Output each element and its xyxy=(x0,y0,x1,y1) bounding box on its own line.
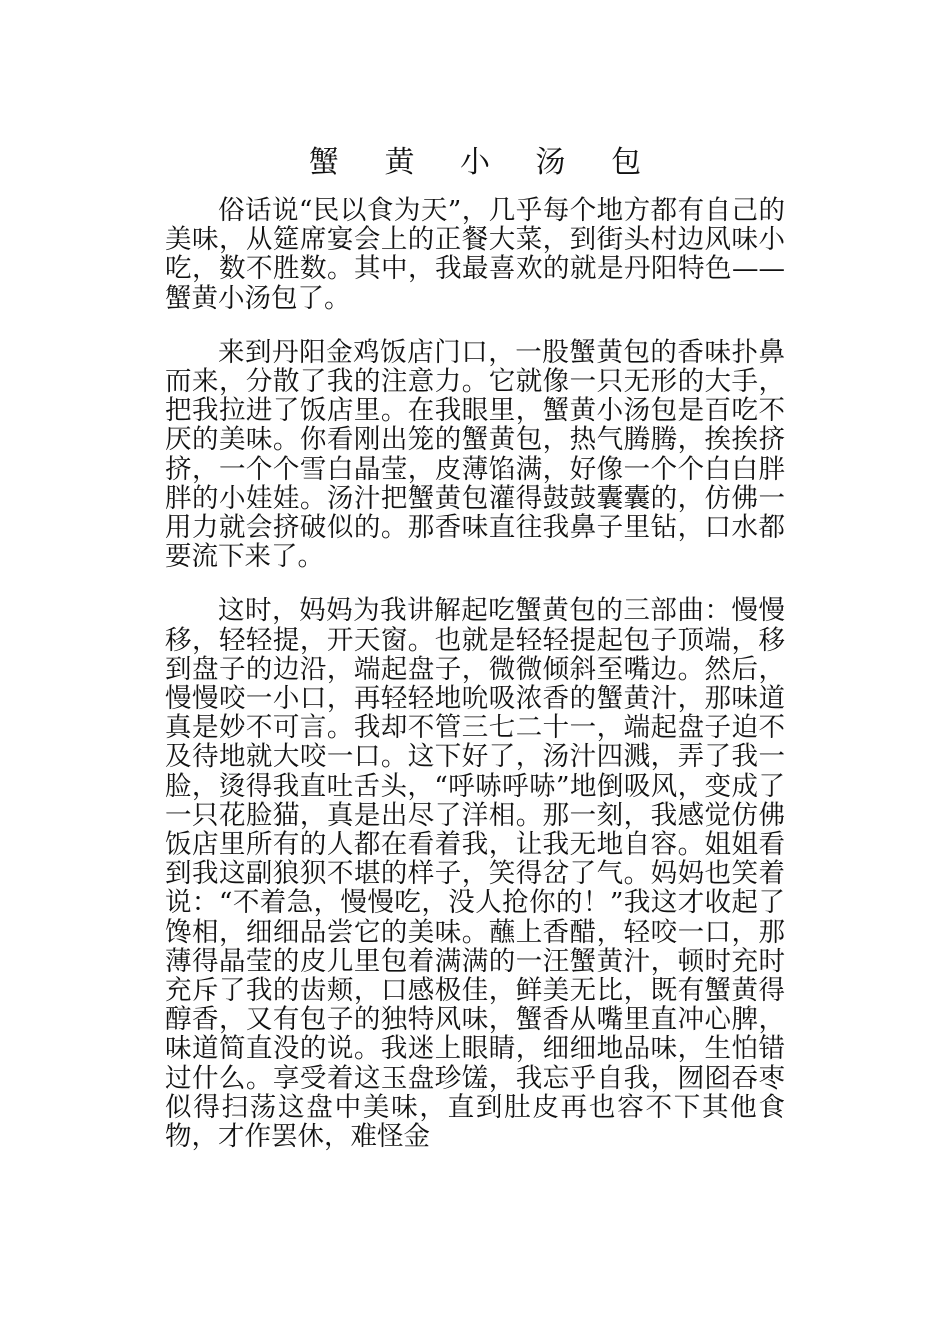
paragraph-3: 这时，妈妈为我讲解起吃蟹黄包的三部曲：慢慢移，轻轻提，开天窗。也就是轻轻提起包子顶端，移到盘子的边沿，端起盘子，微微倾斜至嘴边。然后，慢慢咬一小口，再轻轻地吮吸浓香的蟹黄汁，那味道真是妙不可言。我却不管三七二十一，端起盘子迫不及待地就大咬一口。这下好了，汤汁四溅，弄了我一脸，烫得我直吐舌头，“呼哧呼哧”地倒吸风，变成了一只花脸猫，真是出尽了洋相。那一刻，我感觉仿佛饭店里所有的人都在看着我，让我无地自容。姐姐看到我这副狼狈不堪的样子，笑得岔了气。妈妈也笑着说：“不着急，慢慢吃，没人抢你的！”我这才收起了馋相，细细品尝它的美味。蘸上香醋，轻咬一口，那薄得晶莹的皮儿里包着满满的一汪蟹黄汁，顿时充时充斥了我的齿颊，口感极佳，鲜美无比，既有蟹黄得醇香，又有包子的独特风味，蟹香从嘴里直冲心脾，味道简直没的说。我迷上眼睛，细细地品味，生怕错过什么。享受着这玉盘珍馐，我忘乎自我，囫囵吞枣似得扫荡这盘中美味，直到肚皮再也容不下其他食物，才作罢休，难怪金 xyxy=(165,595,785,1153)
document-body xyxy=(165,196,785,1176)
document-title: 蟹 黄 小 汤 包 xyxy=(308,145,660,180)
paragraph-2: 来到丹阳金鸡饭店门口，一股蟹黄包的香味扑鼻而来，分散了我的注意力。它就像一只无形的大手，把我拉进了饭店里。在我眼里，蟹黄小汤包是百吃不厌的美味。你看刚出笼的蟹黄包，热气腾腾，挨挨挤挤，一个个雪白晶莹，皮薄馅满，好像一个个白白胖胖的小娃娃。汤汁把蟹黄包灌得鼓鼓囊囊的，仿佛一用力就会挤破似的。那香味直往我鼻子里钻，口水都要流下来了。 xyxy=(165,336,785,573)
paragraph-1: 俗话说“民以食为天”，几乎每个地方都有自己的美味，从筵席宴会上的正餐大菜，到街头村边风味小吃，数不胜数。其中，我最喜欢的就是丹阳特色——蟹黄小汤包了。 xyxy=(165,195,785,314)
